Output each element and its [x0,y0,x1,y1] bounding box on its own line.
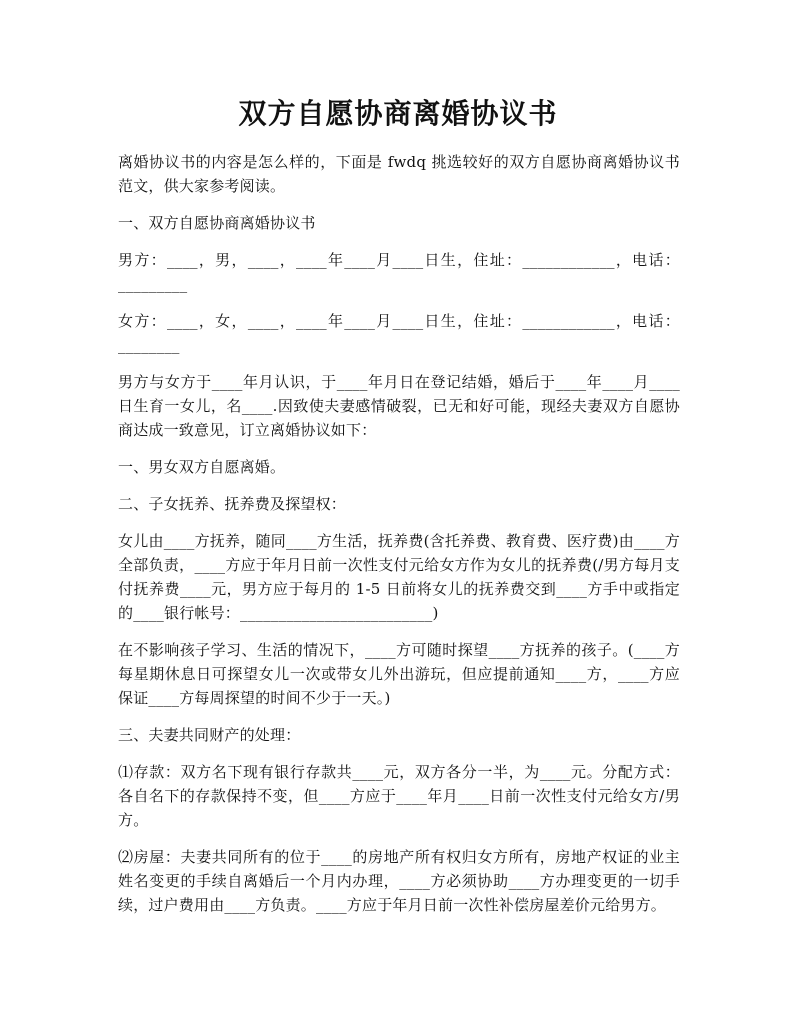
clause-property-heading: 三、夫妻共同财产的处理： [118,726,301,744]
document-body [118,150,680,930]
savings-paragraph: ⑴存款：双方名下现有银行存款共____元，双方各分一半，为____元。分配方式：各自名下的存款保持不变，但____方应于____年月____日前一次性支付元给女方/男方。 [118,763,680,829]
clause-child-heading: 二、子女抚养、抚养费及探望权： [118,495,347,513]
male-party-line: 男方：____，男，____，____年____月____日生，住址：____________，电话：_________ [118,251,680,293]
clause-divorce: 一、男女双方自愿离婚。 [118,458,286,476]
house-paragraph: ⑵房屋：夫妻共同所有的位于____的房地产所有权归女方所有，房地产权证的业主姓名变更的手续自离婚后一个月内办理，____方必须协助____方办理变更的一切手续，过户费用由____方负责。____方应于年月日前一次性补偿房屋差价元给男方。 [118,848,680,914]
document-title: 双方自愿协商离婚协议书 [238,97,558,130]
child-support-paragraph: 女儿由____方抚养，随同____方生活，抚养费(含托养费、教育费、医疗费)由____方全部负责，____方应于年月日前一次性支付元给女方作为女儿的抚养费(/男方每月支付抚养费____元，男方应于每月的 1-5 日前将女儿的抚养费交到____方手中或指定的____银行帐号：_________________________) [118,532,680,622]
female-party-line: 女方：____，女，____，____年____月____日生，住址：____________，电话：________ [118,312,680,354]
section-heading: 一、双方自愿协商离婚协议书 [118,214,316,232]
intro-paragraph: 离婚协议书的内容是怎么样的，下面是 fwdq 挑选较好的双方自愿协商离婚协议书范文，供大家参考阅读。 [118,153,680,195]
visitation-paragraph: 在不影响孩子学习、生活的情况下，____方可随时探望____方抚养的孩子。(____方每星期休息日可探望女儿一次或带女儿外出游玩，但应提前通知____方，____方应保证____方每周探望的时间不少于一天。) [118,641,680,707]
marriage-background-paragraph: 男方与女方于____年月认识，于____年月日在登记结婚，婚后于____年____月____日生育一女儿，名____.因致使夫妻感情破裂，已无和好可能，现经夫妻双方自愿协商达成一致意见，订立离婚协议如下： [118,373,680,439]
